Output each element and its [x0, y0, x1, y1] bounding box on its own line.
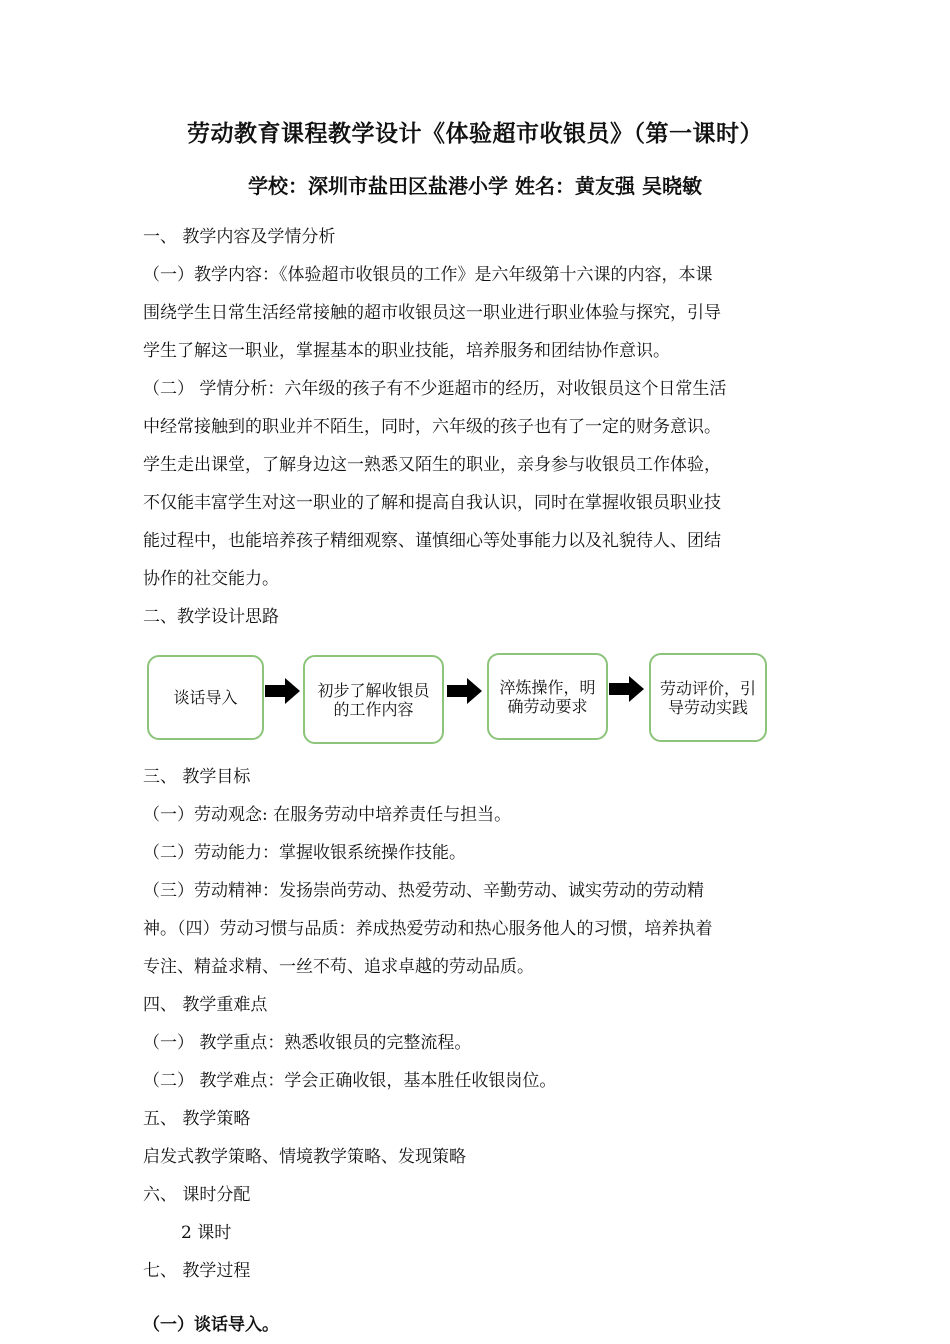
- flow-arrow-icon: [265, 678, 301, 704]
- paragraph-line: 专注、精益求精、一丝不苟、追求卓越的劳动品质。: [143, 957, 534, 977]
- section-heading: 六、 课时分配: [143, 1185, 251, 1205]
- paragraph-line: 学生了解这一职业，掌握基本的职业技能，培养服务和团结协作意识。: [143, 341, 670, 361]
- subsection-heading: （一）谈话导入。: [143, 1315, 279, 1335]
- document-subtitle: 学校：深圳市盐田区盐港小学 姓名：黄友强 吴晓敏: [248, 174, 702, 198]
- paragraph-line: 启发式教学策略、情境教学策略、发现策略: [143, 1147, 466, 1167]
- section-heading: 一、 教学内容及学情分析: [143, 227, 336, 247]
- section-heading: 三、 教学目标: [143, 767, 251, 787]
- paragraph-line: （一）教学内容：《体验超市收银员的工作》是六年级第十六课的内容，本课: [143, 265, 713, 285]
- flow-step-3: 淬炼操作，明确劳动要求: [487, 653, 608, 740]
- section-heading: 七、 教学过程: [143, 1261, 251, 1281]
- paragraph-line: （二）劳动能力：掌握收银系统操作技能。: [143, 843, 466, 863]
- paragraph-line: 不仅能丰富学生对这一职业的了解和提高自我认识，同时在掌握收银员职业技: [143, 493, 721, 513]
- flow-step-2: 初步了解收银员的工作内容: [303, 655, 444, 744]
- paragraph-line: （一） 教学重点：熟悉收银员的完整流程。: [143, 1033, 472, 1053]
- paragraph-line: 2 课时: [181, 1223, 232, 1243]
- paragraph-line: （二） 学情分析：六年级的孩子有不少逛超市的经历，对收银员这个日常生活: [143, 379, 727, 399]
- document-title: 劳动教育课程教学设计《体验超市收银员》（第一课时）: [187, 121, 763, 147]
- paragraph-line: 中经常接触到的职业并不陌生，同时，六年级的孩子也有了一定的财务意识。: [143, 417, 721, 437]
- paragraph-line: 围绕学生日常生活经常接触的超市收银员这一职业进行职业体验与探究，引导: [143, 303, 721, 323]
- section-heading: 二、教学设计思路: [143, 607, 279, 627]
- paragraph-line: （二） 教学难点：学会正确收银，基本胜任收银岗位。: [143, 1071, 557, 1091]
- flow-arrow-icon: [447, 678, 483, 704]
- paragraph-line: 神。（四）劳动习惯与品质：养成热爱劳动和热心服务他人的习惯，培养执着: [143, 919, 713, 939]
- section-heading: 四、 教学重难点: [143, 995, 268, 1015]
- paragraph-line: 协作的社交能力。: [143, 569, 279, 589]
- flow-step-4: 劳动评价，引导劳动实践: [649, 653, 767, 742]
- paragraph-line: 能过程中，也能培养孩子精细观察、谨慎细心等处事能力以及礼貌待人、团结: [143, 531, 721, 551]
- section-heading: 五、 教学策略: [143, 1109, 251, 1129]
- paragraph-line: （一）劳动观念: 在服务劳动中培养责任与担当。: [143, 805, 512, 825]
- flow-step-1: 谈话导入: [147, 655, 264, 740]
- paragraph-line: 学生走出课堂，了解身边这一熟悉又陌生的职业，亲身参与收银员工作体验，: [143, 455, 721, 475]
- paragraph-line: （三）劳动精神：发扬崇尚劳动、热爱劳动、辛勤劳动、诚实劳动的劳动精: [143, 881, 704, 901]
- flow-arrow-icon: [609, 676, 645, 702]
